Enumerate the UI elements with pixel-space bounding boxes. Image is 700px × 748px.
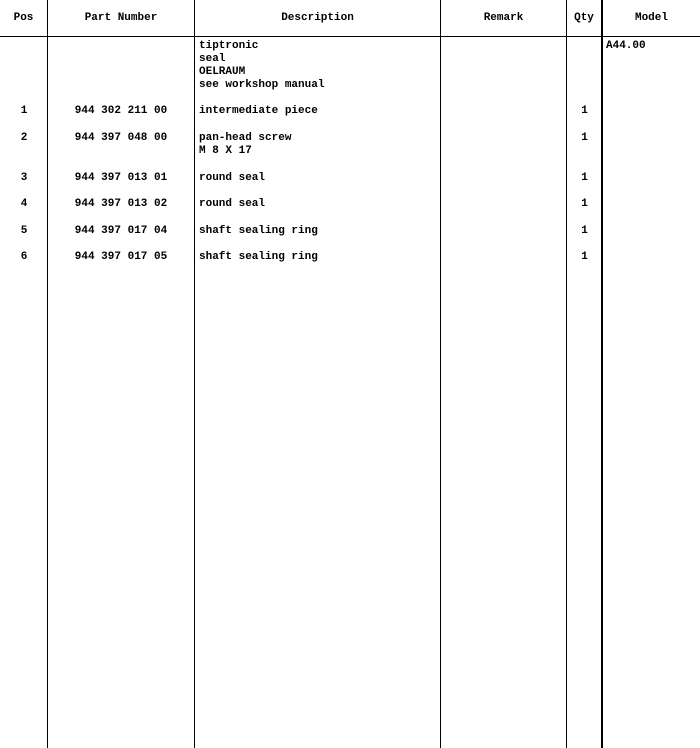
row-pos: 2 — [20, 132, 28, 144]
row-description: intermediate piece — [199, 105, 318, 117]
row-pos: 3 — [20, 172, 28, 184]
row-description: round seal — [199, 198, 266, 210]
row-qty: 1 — [581, 198, 588, 210]
row-description-detail: M 8 X 17 — [199, 145, 252, 157]
row-qty: 1 — [581, 172, 588, 184]
header-qty: Qty — [574, 12, 594, 24]
row-description: shaft sealing ring — [199, 225, 318, 237]
header-remark: Remark — [483, 12, 524, 24]
row-part-number: 944 397 017 04 — [74, 225, 168, 237]
row-qty: 1 — [581, 105, 588, 117]
row-description: pan-head screw — [199, 132, 292, 144]
group-description-line: OELRAUM — [199, 66, 246, 78]
model-code: A44.00 — [606, 40, 646, 52]
row-part-number: 944 397 013 01 — [74, 172, 168, 184]
row-qty: 1 — [581, 251, 588, 263]
header-pos: Pos — [13, 12, 34, 24]
group-description-line: see workshop manual — [199, 79, 325, 91]
row-pos: 5 — [20, 225, 28, 237]
group-description-line: tiptronic — [199, 40, 259, 52]
row-qty: 1 — [581, 132, 588, 144]
column-divider — [440, 0, 441, 748]
row-part-number: 944 302 211 00 — [74, 105, 168, 117]
group-description-line: seal — [199, 53, 226, 65]
header-description: Description — [281, 12, 354, 24]
row-pos: 4 — [20, 198, 28, 210]
header-divider — [0, 36, 700, 37]
row-part-number: 944 397 048 00 — [74, 132, 168, 144]
column-divider — [194, 0, 195, 748]
header-model: Model — [634, 12, 668, 24]
row-description: round seal — [199, 172, 266, 184]
row-part-number: 944 397 013 02 — [74, 198, 168, 210]
header-part-number: Part Number — [84, 12, 158, 24]
row-part-number: 944 397 017 05 — [74, 251, 168, 263]
row-pos: 1 — [20, 105, 28, 117]
row-description: shaft sealing ring — [199, 251, 318, 263]
row-pos: 6 — [20, 251, 28, 263]
row-qty: 1 — [581, 225, 588, 237]
